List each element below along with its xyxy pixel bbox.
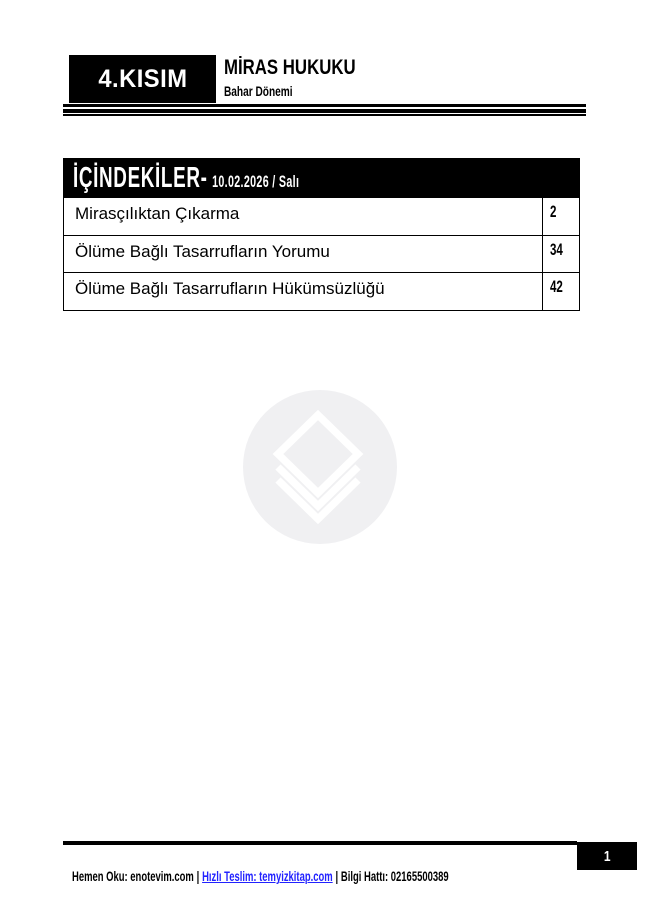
header-divider-rule [63,104,586,116]
toc-header-bar [63,158,580,198]
page-number-box [577,842,637,870]
watermark-circle [243,390,397,544]
section-label-box [69,55,216,103]
toc-entry-title: Mirasçılıktan Çıkarma [64,198,543,235]
section-label: 4.KISIM [97,64,188,93]
stacked-diamonds-icon [243,390,397,544]
course-header [224,56,389,99]
course-term: Bahar Dönemi [224,83,293,99]
toc-entry-title: Ölüme Bağlı Tasarrufların Yorumu [64,236,543,273]
toc-table [63,198,580,311]
toc-heading: İÇİNDEKİLER- [73,161,208,194]
toc-entry-title: Ölüme Bağlı Tasarrufların Hükümsüzlüğü [64,273,543,310]
footer-read-text: Hemen Oku: enotevim.com [72,869,194,884]
toc-entry-page: 34 [550,239,563,259]
toc-entry-page: 42 [550,277,563,296]
footer-contact-line [72,868,610,886]
footer-rule [63,841,577,845]
footer-separator: | [196,869,200,884]
table-row [64,273,579,311]
footer-delivery-link[interactable]: Hızlı Teslim: temyizkitap.com [202,869,333,884]
table-row [64,198,579,236]
course-title: MİRAS HUKUKU [224,56,356,79]
table-row [64,236,579,274]
page-number: 1 [603,847,611,865]
toc-date: 10.02.2026 / Salı [212,172,300,191]
footer-info-text: Bilgi Hattı: 02165500389 [340,869,449,884]
footer-separator: | [335,869,339,884]
toc-entry-page: 2 [550,202,557,221]
